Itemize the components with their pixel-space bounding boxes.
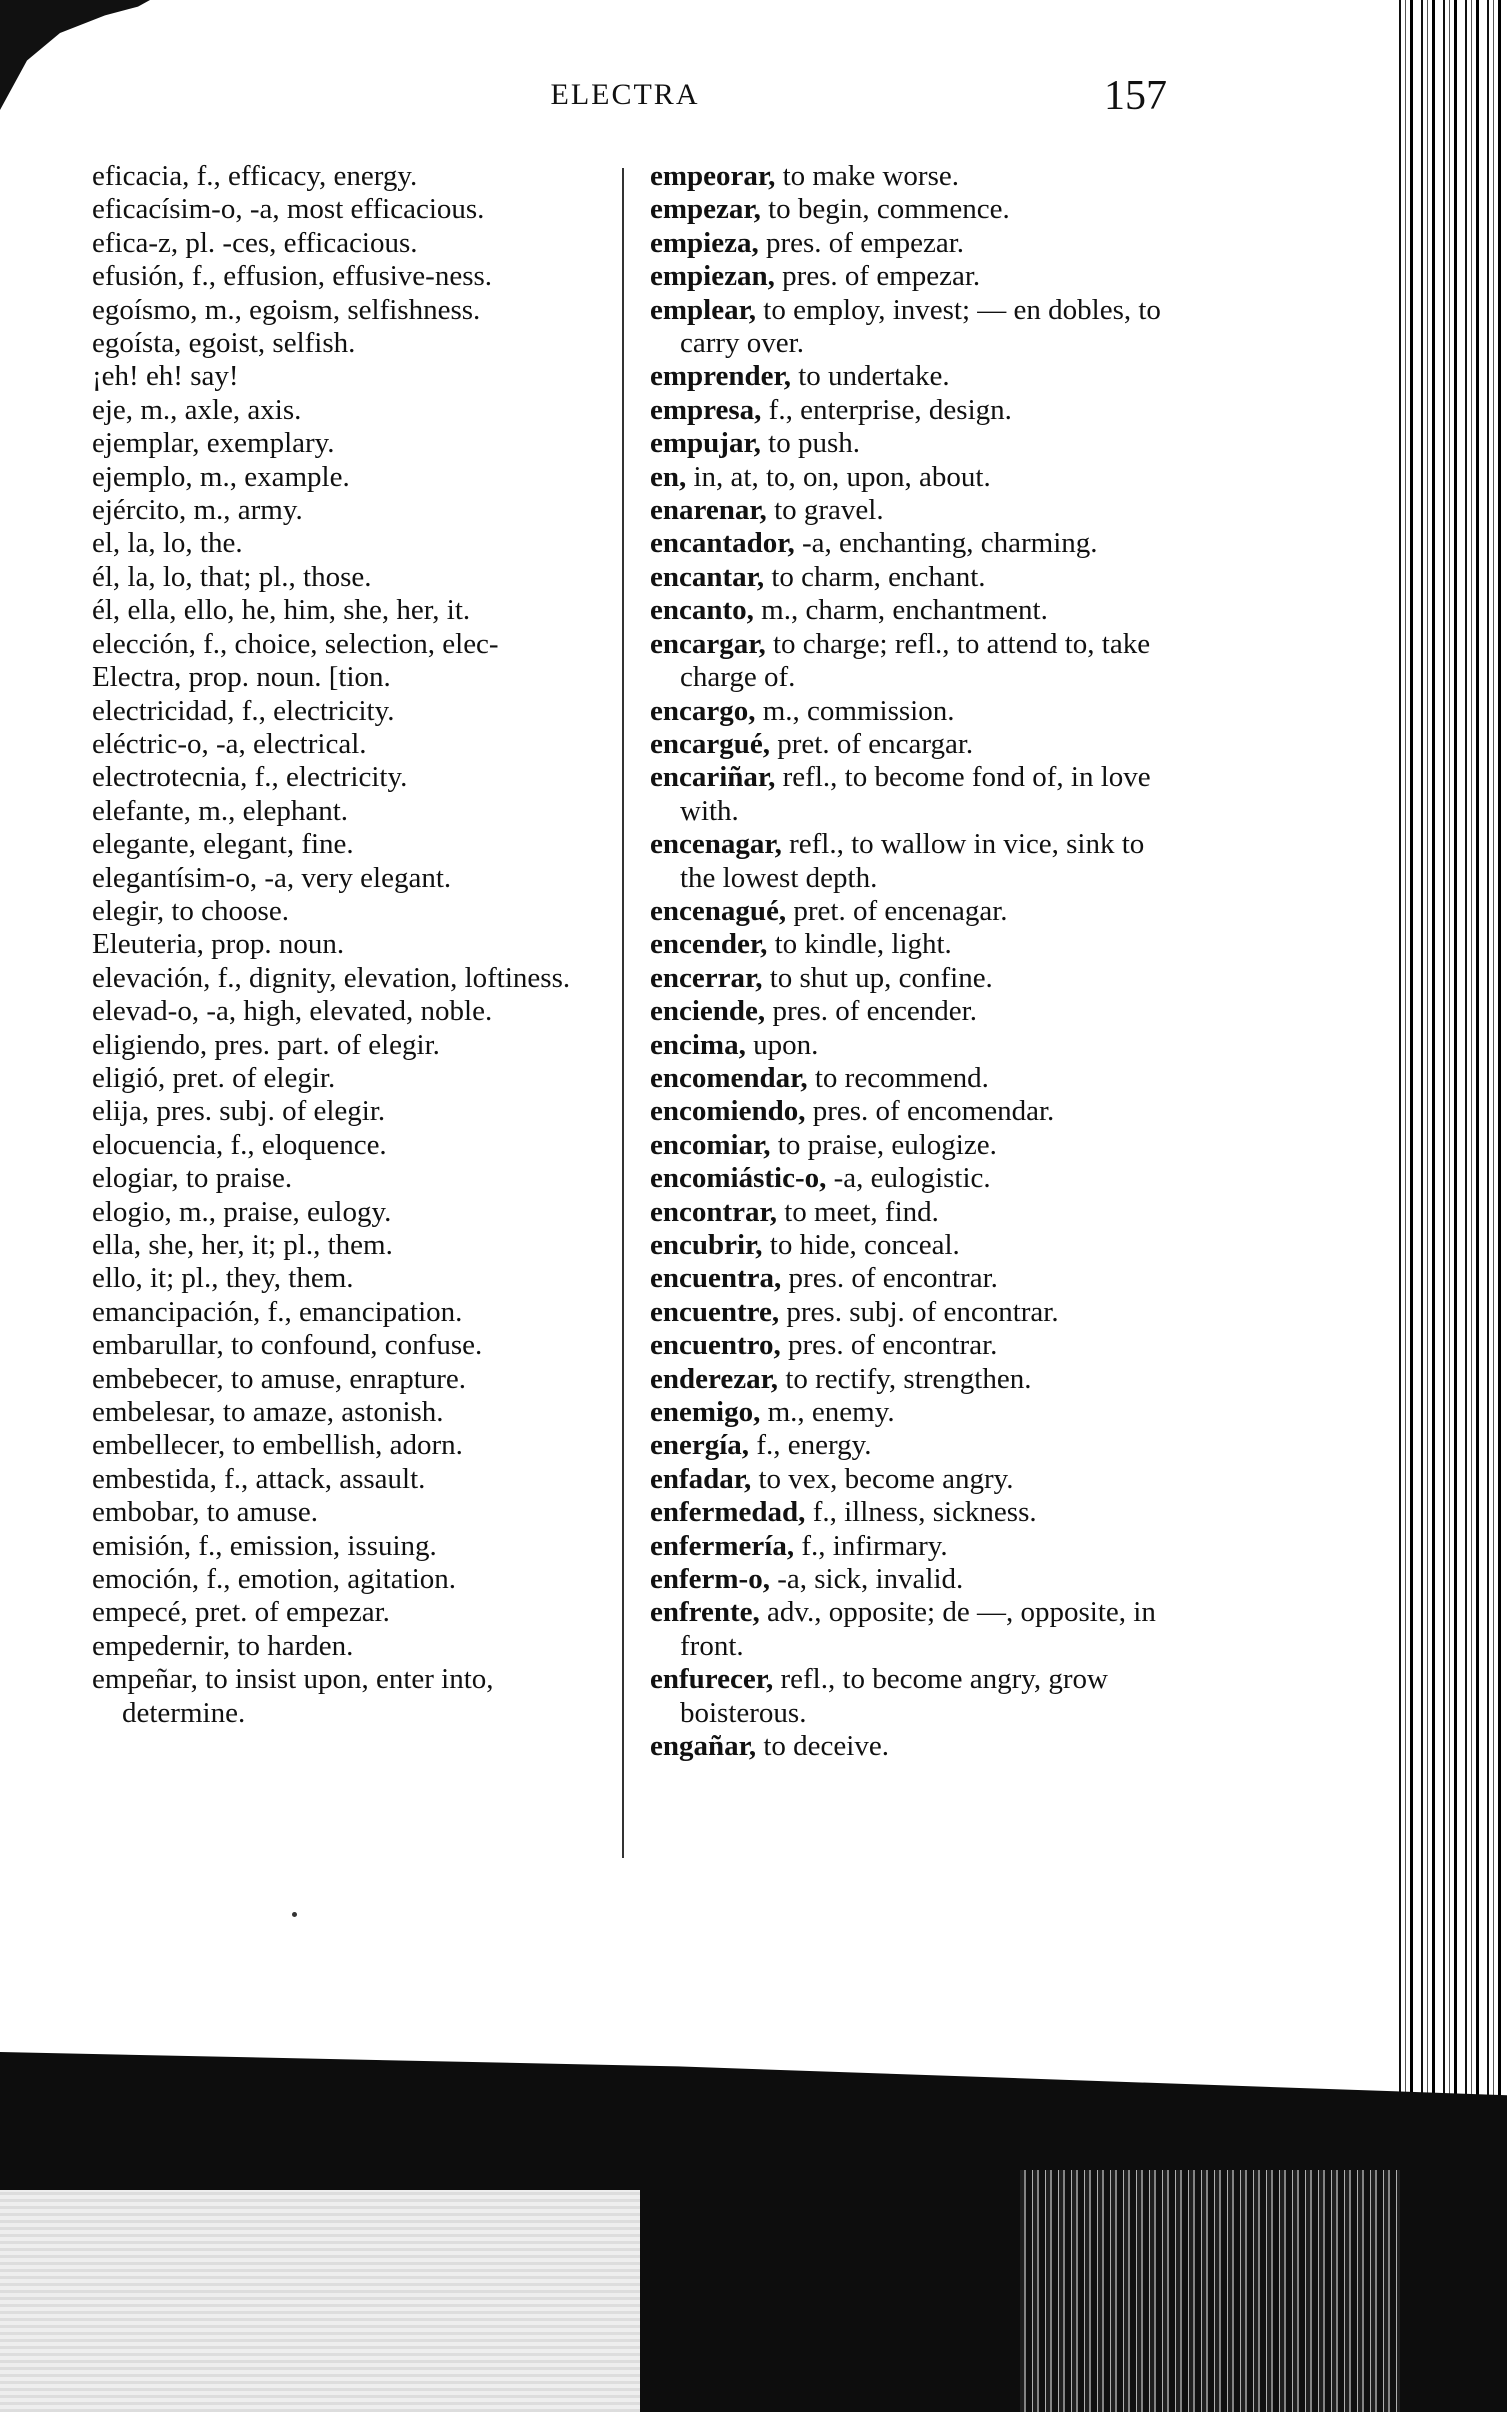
column-divider: [622, 168, 624, 1858]
entry-headword: encargar,: [650, 627, 766, 660]
dictionary-entry: [650, 1463, 1180, 1496]
dictionary-entry: [650, 1496, 1180, 1529]
entry-headword: egoísmo,: [92, 293, 198, 326]
entry-definition: m., charm, enchantment.: [753, 594, 1048, 627]
dictionary-entry: [92, 160, 604, 193]
dictionary-entry: [92, 1496, 604, 1529]
entry-definition: pres. of encontrar.: [781, 1262, 998, 1295]
entry-definition: to gravel.: [766, 494, 884, 527]
dictionary-entry: [650, 1730, 1180, 1763]
entry-headword: embarullar,: [92, 1329, 224, 1362]
entry-headword: en,: [650, 460, 687, 493]
dictionary-entry: [92, 862, 604, 895]
entry-headword: ejemplo,: [92, 460, 193, 493]
entry-headword: emoción,: [92, 1563, 200, 1596]
entry-headword: Electra,: [92, 661, 182, 694]
entry-definition: to amuse.: [199, 1496, 318, 1529]
entry-definition: m., example.: [192, 460, 350, 493]
entry-headword: egoísta,: [92, 327, 182, 360]
dictionary-entry: [650, 1129, 1180, 1162]
entry-definition: pret. of empezar.: [187, 1596, 390, 1629]
entry-headword: encenagué,: [650, 894, 787, 927]
right-column: [650, 160, 1180, 1764]
entry-headword: eficacísim-o,: [92, 193, 243, 226]
entry-headword: él,: [92, 594, 121, 627]
entry-definition: pret. of elegir.: [165, 1061, 336, 1094]
entry-headword: efica-z,: [92, 226, 179, 259]
entry-headword: el,: [92, 527, 121, 560]
dictionary-entry: [92, 193, 604, 226]
entry-headword: enfrente,: [650, 1596, 760, 1629]
entry-headword: encantar,: [650, 560, 765, 593]
entry-definition: m., elephant.: [191, 794, 349, 827]
entry-definition: to charm, enchant.: [764, 560, 986, 593]
entry-definition: m., praise, eulogy.: [171, 1195, 392, 1228]
entry-definition: pres. of empezar.: [758, 226, 965, 259]
entry-headword: elogio,: [92, 1195, 172, 1228]
running-header: ELECTRA: [550, 78, 700, 111]
dictionary-entry: [650, 1196, 1180, 1229]
entry-definition: f., choice, selection, elec-: [195, 627, 499, 660]
entry-headword: emancipación,: [92, 1295, 261, 1328]
dictionary-entry: [92, 360, 604, 393]
entry-definition: exemplary.: [199, 427, 335, 460]
entry-headword: encomendar,: [650, 1061, 808, 1094]
entry-headword: encomiendo,: [650, 1095, 806, 1128]
entry-headword: ella,: [92, 1229, 142, 1261]
entry-headword: enarenar,: [650, 494, 767, 527]
dictionary-entry: [92, 661, 604, 694]
dictionary-entry: [650, 895, 1180, 928]
entry-headword: engañar,: [650, 1730, 757, 1763]
dictionary-entry: [92, 494, 604, 527]
dictionary-entry: [92, 1463, 604, 1496]
entry-definition: pret. of encenagar.: [786, 894, 1008, 927]
entry-definition: m., egoism, selfishness.: [197, 293, 481, 326]
entry-headword: encubrir,: [650, 1229, 763, 1261]
dictionary-entry: [92, 628, 604, 661]
dictionary-entry: [92, 227, 604, 260]
entry-headword: elegantísim-o,: [92, 861, 258, 894]
entry-definition: elegant, fine.: [195, 828, 354, 861]
entry-definition: pres. subj. of elegir.: [149, 1095, 386, 1128]
dictionary-entry: [92, 1429, 604, 1462]
dictionary-entry: [650, 1329, 1180, 1362]
entry-definition: to push.: [760, 427, 860, 460]
entry-definition: f., electricity.: [234, 694, 395, 727]
dictionary-entry: [92, 1296, 604, 1329]
dictionary-entry: [92, 1563, 604, 1596]
entry-definition: f., emancipation.: [260, 1295, 463, 1328]
entry-headword: elogiar,: [92, 1162, 179, 1195]
entry-headword: encuentro,: [650, 1329, 781, 1362]
entry-headword: empresa,: [650, 393, 762, 426]
entry-headword: encima,: [650, 1028, 746, 1061]
entry-definition: she, her, it; pl., them.: [141, 1229, 393, 1261]
entry-headword: empujar,: [650, 427, 761, 460]
entry-definition: to employ, invest; — en dobles, to carry over.: [680, 293, 1161, 360]
entry-definition: prop. noun. [tion.: [181, 661, 391, 694]
entry-headword: enciende,: [650, 995, 766, 1028]
dictionary-entry: [92, 828, 604, 861]
entry-definition: to praise, eulogize.: [770, 1128, 997, 1161]
entry-headword: emplear,: [650, 293, 757, 326]
entry-headword: él,: [92, 560, 121, 593]
entry-definition: pres. subj. of encontrar.: [779, 1295, 1059, 1328]
entry-definition: adv., opposite; de —, opposite, in front.: [680, 1596, 1156, 1662]
entry-headword: enferm-o,: [650, 1563, 770, 1596]
dictionary-entry: [650, 227, 1180, 260]
entry-definition: to amaze, astonish.: [215, 1396, 444, 1429]
entry-definition: prop. noun.: [203, 928, 345, 961]
dictionary-entry: [92, 1262, 604, 1295]
dictionary-entry: [92, 1029, 604, 1062]
entry-headword: ejemplar,: [92, 427, 200, 460]
dictionary-entry: [650, 594, 1180, 627]
dictionary-entry: [650, 527, 1180, 560]
entry-headword: elevación,: [92, 961, 211, 994]
entry-definition: to praise.: [178, 1162, 293, 1195]
entry-headword: encontrar,: [650, 1195, 777, 1228]
entry-headword: ejército,: [92, 494, 187, 527]
entry-definition: pl. -ces, efficacious.: [178, 226, 418, 259]
dictionary-entry: [92, 1329, 604, 1362]
dictionary-entry: [650, 561, 1180, 594]
entry-definition: ella, ello, he, him, she, her, it.: [120, 594, 471, 627]
entry-definition: -a, electrical.: [208, 727, 367, 760]
entry-definition: f., eloquence.: [223, 1128, 387, 1161]
entry-definition: la, lo, the.: [120, 527, 243, 560]
entry-definition: to charge; refl., to attend to, take charge of.: [680, 627, 1151, 694]
entry-headword: Eleuteria,: [92, 928, 204, 961]
entry-definition: refl., to become fond of, in love with.: [680, 761, 1151, 827]
entry-definition: to confound, confuse.: [223, 1329, 483, 1362]
entry-headword: encargué,: [650, 727, 770, 760]
entry-headword: enemigo,: [650, 1396, 761, 1429]
entry-definition: pres. of encomendar.: [805, 1095, 1055, 1128]
entry-headword: encariñar,: [650, 761, 776, 794]
dictionary-entry: [92, 962, 604, 995]
dictionary-entry: [650, 360, 1180, 393]
entry-definition: egoist, selfish.: [181, 327, 356, 360]
scan-noise-area: [1020, 2170, 1400, 2412]
dictionary-entry: [650, 1162, 1180, 1195]
entry-definition: to insist upon, enter into, determine.: [122, 1663, 494, 1729]
entry-headword: elevad-o,: [92, 995, 200, 1028]
entry-definition: it; pl., they, them.: [142, 1262, 354, 1295]
dictionary-entry: [650, 193, 1180, 226]
dictionary-entry: [650, 1530, 1180, 1563]
entry-definition: f., energy.: [749, 1429, 872, 1462]
entry-headword: eficacia,: [92, 160, 190, 192]
dictionary-entry: [650, 494, 1180, 527]
entry-headword: empeñar,: [92, 1663, 198, 1696]
dictionary-entry: [92, 895, 604, 928]
dictionary-entry: [92, 695, 604, 728]
entry-definition: to choose.: [164, 894, 289, 927]
entry-definition: to kindle, light.: [767, 928, 952, 961]
entry-headword: enfurecer,: [650, 1663, 774, 1696]
dictionary-entry: [92, 1196, 604, 1229]
entry-definition: f., efficacy, energy.: [189, 160, 418, 192]
entry-headword: emisión,: [92, 1529, 192, 1562]
dictionary-entry: [92, 928, 604, 961]
entry-headword: elija,: [92, 1095, 150, 1128]
entry-definition: pres. of empezar.: [774, 260, 981, 293]
dictionary-entry: [92, 427, 604, 460]
dictionary-entry: [650, 695, 1180, 728]
entry-definition: to meet, find.: [777, 1195, 939, 1228]
entry-definition: m., enemy.: [760, 1396, 895, 1429]
entry-headword: encanto,: [650, 594, 754, 627]
entry-definition: to begin, commence.: [760, 193, 1010, 226]
dictionary-entry: [650, 628, 1180, 695]
dictionary-entry: [650, 461, 1180, 494]
entry-definition: -a, sick, invalid.: [769, 1563, 964, 1596]
entry-definition: refl., to become angry, grow boisterous.: [680, 1663, 1108, 1729]
entry-headword: elocuencia,: [92, 1128, 224, 1161]
entry-definition: f., illness, sickness.: [805, 1496, 1037, 1529]
dictionary-entry: [92, 1363, 604, 1396]
entry-definition: eh! say!: [138, 360, 239, 393]
entry-definition: to undertake.: [790, 360, 950, 393]
entry-definition: f., effusion, effusive-ness.: [184, 260, 493, 293]
entry-headword: encuentra,: [650, 1262, 782, 1295]
dictionary-entry: [650, 394, 1180, 427]
entry-headword: empeorar,: [650, 160, 776, 192]
dictionary-entry: [650, 962, 1180, 995]
dictionary-entry: [92, 728, 604, 761]
dictionary-entry: [650, 928, 1180, 961]
left-column: [92, 160, 604, 1730]
dictionary-entry: [650, 260, 1180, 293]
entry-headword: enfermedad,: [650, 1496, 806, 1529]
entry-headword: elegante,: [92, 828, 196, 861]
dictionary-entry: [92, 795, 604, 828]
dictionary-entry: [650, 1229, 1180, 1262]
entry-headword: embestida,: [92, 1462, 217, 1495]
dictionary-entry: [650, 1095, 1180, 1128]
entry-definition: to deceive.: [756, 1730, 889, 1763]
dictionary-entry: [650, 1429, 1180, 1462]
dictionary-entry: [92, 1129, 604, 1162]
entry-definition: to amuse, enrapture.: [223, 1362, 467, 1395]
entry-definition: to rectify, strengthen.: [778, 1362, 1032, 1395]
entry-headword: encantador,: [650, 527, 795, 560]
dictionary-entry: [92, 561, 604, 594]
entry-headword: electrotecnia,: [92, 761, 248, 794]
entry-headword: eligiendo,: [92, 1028, 208, 1061]
entry-headword: eléctric-o,: [92, 727, 209, 760]
entry-headword: embebecer,: [92, 1362, 224, 1395]
entry-headword: electricidad,: [92, 694, 235, 727]
entry-definition: in, at, to, on, upon, about.: [686, 460, 991, 493]
scan-bottom-light-area: [0, 2190, 640, 2412]
entry-headword: encender,: [650, 928, 768, 961]
entry-definition: f., emission, issuing.: [191, 1529, 437, 1562]
entry-headword: embelesar,: [92, 1396, 216, 1429]
dictionary-entry: [650, 728, 1180, 761]
dictionary-entry: [92, 327, 604, 360]
entry-definition: to vex, become angry.: [751, 1462, 1014, 1495]
dictionary-entry: [650, 828, 1180, 895]
dictionary-entry: [650, 1262, 1180, 1295]
dictionary-entry: [92, 1062, 604, 1095]
entry-headword: enfermería,: [650, 1529, 795, 1562]
dictionary-entry: [92, 995, 604, 1028]
entry-definition: -a, eulogistic.: [826, 1162, 991, 1195]
entry-definition: upon.: [745, 1028, 819, 1061]
dictionary-entry: [650, 1563, 1180, 1596]
dictionary-entry: [92, 461, 604, 494]
entry-definition: -a, very elegant.: [257, 861, 452, 894]
entry-definition: la, lo, that; pl., those.: [120, 560, 372, 593]
entry-definition: m., axle, axis.: [133, 393, 302, 426]
entry-headword: encomiástic-o,: [650, 1162, 827, 1195]
dictionary-entry: [92, 1596, 604, 1629]
entry-definition: pret. of encargar.: [770, 727, 974, 760]
dictionary-entry: [92, 394, 604, 427]
entry-headword: ello,: [92, 1262, 143, 1295]
entry-definition: to harden.: [230, 1629, 354, 1662]
page-number: 157: [1104, 73, 1167, 119]
book-spine-edge: [1396, 0, 1507, 2412]
dictionary-entry: [650, 294, 1180, 361]
dictionary-entry: [92, 1095, 604, 1128]
entry-definition: f., emotion, agitation.: [199, 1563, 457, 1596]
entry-definition: to embellish, adorn.: [225, 1429, 463, 1462]
entry-headword: encuentre,: [650, 1295, 780, 1328]
dictionary-entry: [650, 160, 1180, 193]
dictionary-entry: [92, 527, 604, 560]
entry-definition: to shut up, confine.: [762, 961, 993, 994]
entry-headword: elección,: [92, 627, 196, 660]
entry-headword: encomiar,: [650, 1128, 771, 1161]
entry-headword: empecé,: [92, 1596, 188, 1629]
dictionary-entry: [92, 1630, 604, 1663]
entry-headword: empiezan,: [650, 260, 775, 293]
dictionary-entry: [650, 1363, 1180, 1396]
entry-headword: encargo,: [650, 694, 756, 727]
dictionary-entry: [92, 594, 604, 627]
entry-definition: refl., to wallow in vice, sink to the lowest depth.: [680, 828, 1145, 894]
entry-headword: elefante,: [92, 794, 192, 827]
entry-headword: encenagar,: [650, 828, 782, 861]
entry-headword: empieza,: [650, 226, 759, 259]
entry-headword: empezar,: [650, 193, 761, 226]
entry-definition: to make worse.: [775, 160, 959, 192]
entry-headword: empedernir,: [92, 1629, 231, 1662]
entry-definition: -a, most efficacious.: [242, 193, 485, 226]
entry-definition: f., enterprise, design.: [761, 393, 1012, 426]
entry-definition: f., electricity.: [247, 761, 408, 794]
dictionary-entry: [650, 1663, 1180, 1730]
entry-headword: efusión,: [92, 260, 185, 293]
dictionary-entry: [92, 1530, 604, 1563]
entry-definition: f., dignity, elevation, loftiness.: [210, 961, 571, 994]
entry-definition: pres. of encontrar.: [780, 1329, 998, 1362]
dictionary-entry: [650, 1396, 1180, 1429]
entry-headword: embellecer,: [92, 1429, 226, 1462]
entry-headword: enfadar,: [650, 1462, 752, 1495]
dictionary-entry: [650, 1029, 1180, 1062]
dictionary-entry: [650, 761, 1180, 828]
entry-headword: ¡eh!: [92, 360, 139, 393]
entry-definition: -a, high, elevated, noble.: [199, 995, 493, 1028]
dictionary-entry: [650, 1296, 1180, 1329]
dictionary-entry: [92, 294, 604, 327]
entry-headword: emprender,: [650, 360, 791, 393]
entry-definition: f., attack, assault.: [216, 1462, 426, 1495]
entry-definition: m., army.: [186, 494, 303, 527]
entry-definition: m., commission.: [755, 694, 955, 727]
dictionary-entry: [650, 995, 1180, 1028]
entry-headword: elegir,: [92, 894, 165, 927]
dictionary-entry: [92, 260, 604, 293]
dictionary-entry: [650, 1596, 1180, 1663]
entry-headword: eligió,: [92, 1061, 166, 1094]
ink-speck: [292, 1912, 297, 1917]
entry-definition: f., infirmary.: [794, 1529, 948, 1562]
entry-headword: embobar,: [92, 1496, 200, 1529]
entry-headword: encerrar,: [650, 961, 763, 994]
entry-definition: to recommend.: [807, 1061, 989, 1094]
dictionary-entry: [92, 1229, 604, 1262]
entry-definition: pres. of encender.: [765, 995, 977, 1028]
entry-headword: energía,: [650, 1429, 750, 1462]
entry-definition: to hide, conceal.: [762, 1229, 960, 1261]
dictionary-entry: [92, 1396, 604, 1429]
entry-definition: pres. part. of elegir.: [207, 1028, 440, 1061]
dictionary-entry: [92, 1663, 604, 1730]
entry-headword: eje,: [92, 393, 134, 426]
entry-definition: -a, enchanting, charming.: [794, 527, 1098, 560]
dictionary-entry: [92, 761, 604, 794]
dictionary-entry: [92, 1162, 604, 1195]
entry-headword: enderezar,: [650, 1362, 779, 1395]
dictionary-entry: [650, 1062, 1180, 1095]
dictionary-entry: [650, 427, 1180, 460]
